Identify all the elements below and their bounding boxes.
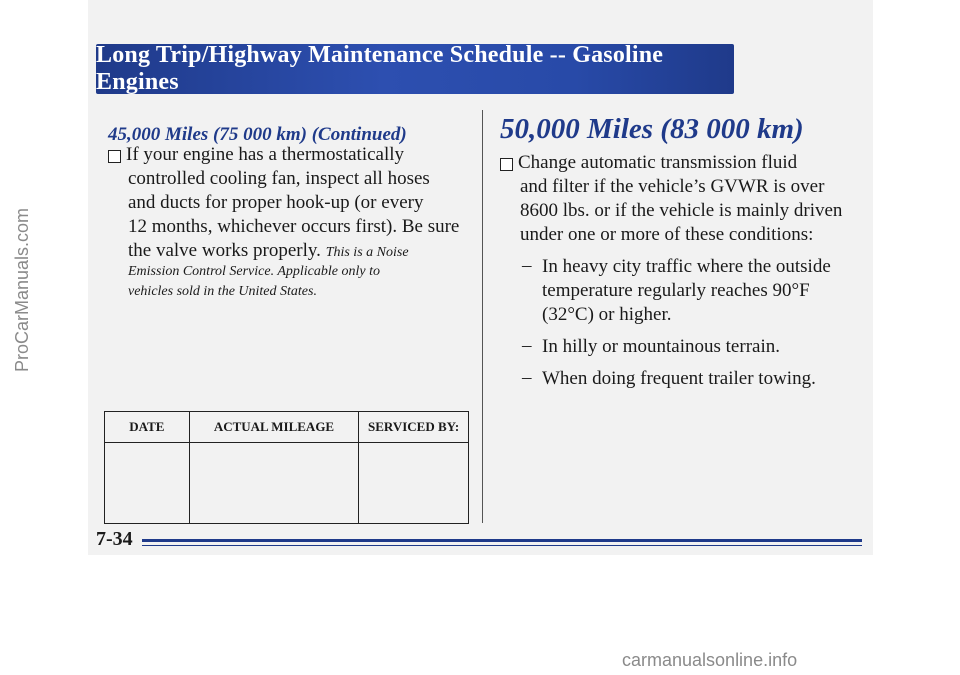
left-item-line-4: 12 months, whichever occurs first). Be sure — [128, 216, 460, 237]
page-number: 7-34 — [96, 528, 133, 550]
condition-1-line-3: (32°C) or higher. — [542, 304, 672, 325]
column-divider — [482, 110, 483, 523]
left-item-line-5-text: the valve works properly. — [128, 240, 321, 261]
section-header-title: Long Trip/Highway Maintenance Schedule -- Gasoline Engines — [96, 42, 664, 95]
dash-bullet-3: – — [522, 367, 532, 388]
fine-print-1: This is a Noise — [325, 245, 409, 260]
side-watermark: ProCarManuals.com — [12, 207, 32, 373]
condition-3-line-1: When doing frequent trailer towing. — [542, 368, 816, 389]
right-checkbox[interactable] — [500, 158, 513, 171]
left-item-line-3: and ducts for proper hook-up (or every — [128, 192, 424, 213]
right-item-line-3: 8600 lbs. or if the vehicle is mainly driven — [520, 200, 843, 221]
right-interval-heading: 50,000 Miles (83 000 km) — [500, 113, 804, 145]
right-item-line-1: Change automatic transmission fluid — [518, 152, 798, 173]
service-log-table — [104, 411, 469, 524]
fine-print-2: Emission Control Service. Applicable only to — [128, 264, 380, 279]
condition-1-line-2: temperature regularly reaches 90°F — [542, 280, 810, 301]
table-header-mileage: ACTUAL MILEAGE — [189, 412, 358, 443]
left-item-line-1: If your engine has a thermostatically — [126, 144, 405, 165]
table-cell-mileage[interactable] — [189, 443, 358, 524]
left-checkbox[interactable] — [108, 150, 121, 163]
condition-2-line-1: In hilly or mountainous terrain. — [542, 336, 780, 357]
condition-1-line-1: In heavy city traffic where the outside — [542, 256, 831, 277]
footer-rule-thick — [142, 539, 862, 542]
table-cell-date[interactable] — [105, 443, 190, 524]
left-interval-heading: 45,000 Miles (75 000 km) (Continued) — [108, 124, 407, 145]
dash-bullet-1: – — [522, 255, 532, 276]
footer-rule-thin — [142, 545, 862, 546]
section-header — [96, 44, 734, 94]
right-item-line-4: under one or more of these conditions: — [520, 224, 814, 245]
left-item-line-5 — [128, 239, 409, 264]
table-cell-serviced-by[interactable] — [359, 443, 469, 524]
footer-watermark: carmanualsonline.info — [622, 650, 798, 670]
right-item-line-2: and filter if the vehicle’s GVWR is over — [520, 176, 825, 197]
table-header-serviced-by: SERVICED BY: — [359, 412, 469, 443]
fine-print-3: vehicles sold in the United States. — [128, 284, 317, 299]
left-item-line-2: controlled cooling fan, inspect all hoses — [128, 168, 430, 189]
dash-bullet-2: – — [522, 335, 532, 356]
table-header-date: DATE — [105, 412, 190, 443]
